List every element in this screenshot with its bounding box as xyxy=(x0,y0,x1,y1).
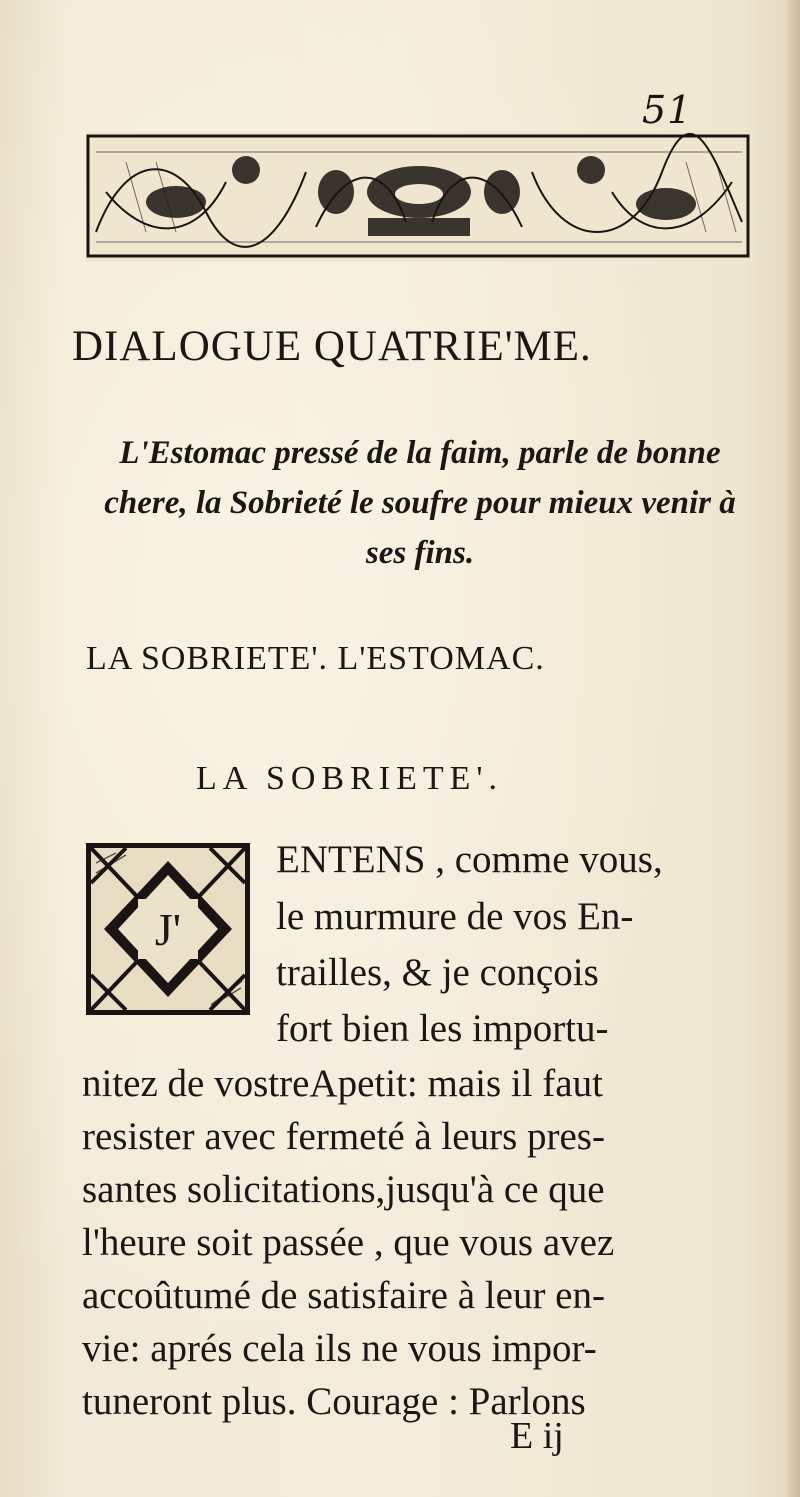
decorated-initial xyxy=(86,843,250,1015)
text-line-9: accoûtumé de satisfaire à leur en- xyxy=(82,1274,605,1317)
text-line-5: nitez de vostreApetit: mais il faut xyxy=(82,1062,603,1105)
text-line-3: trailles, & je conçois xyxy=(276,951,599,994)
speaker-label: LA SOBRIETE'. xyxy=(196,760,504,797)
text-line-1: ENTENS , comme vous, xyxy=(276,838,663,881)
text-line-8: l'heure soit passée , que vous avez xyxy=(82,1221,615,1264)
text-line-4: fort bien les importu- xyxy=(276,1007,609,1050)
dialogue-title: DIALOGUE QUATRIE'ME. xyxy=(72,323,592,370)
page-number: 51 xyxy=(642,88,693,132)
catchword-signature: E ij xyxy=(510,1415,564,1457)
page-edge-shadow xyxy=(784,0,800,1497)
text-line-2: le murmure de vos En- xyxy=(276,895,634,938)
text-line-7: santes solicitations,jusqu'à ce que xyxy=(82,1168,605,1211)
text-line-10: vie: aprés cela ils ne vous impor- xyxy=(82,1327,597,1370)
text-line-6: resister avec fermeté à leurs pres- xyxy=(82,1115,605,1158)
text-line-11: tuneront plus. Courage : Parlons xyxy=(82,1380,586,1423)
ornamental-headpiece xyxy=(86,132,752,262)
dialogue-subtitle: L'Estomac pressé de la faim, parle de bonne chere, la Sobrieté le soufre pour mieux venir à ses fins. xyxy=(104,435,736,571)
initial-frame-ornament xyxy=(86,843,250,1015)
speakers-line: LA SOBRIETE'. L'ESTOMAC. xyxy=(86,640,545,677)
initial-letter: J' xyxy=(154,903,182,955)
